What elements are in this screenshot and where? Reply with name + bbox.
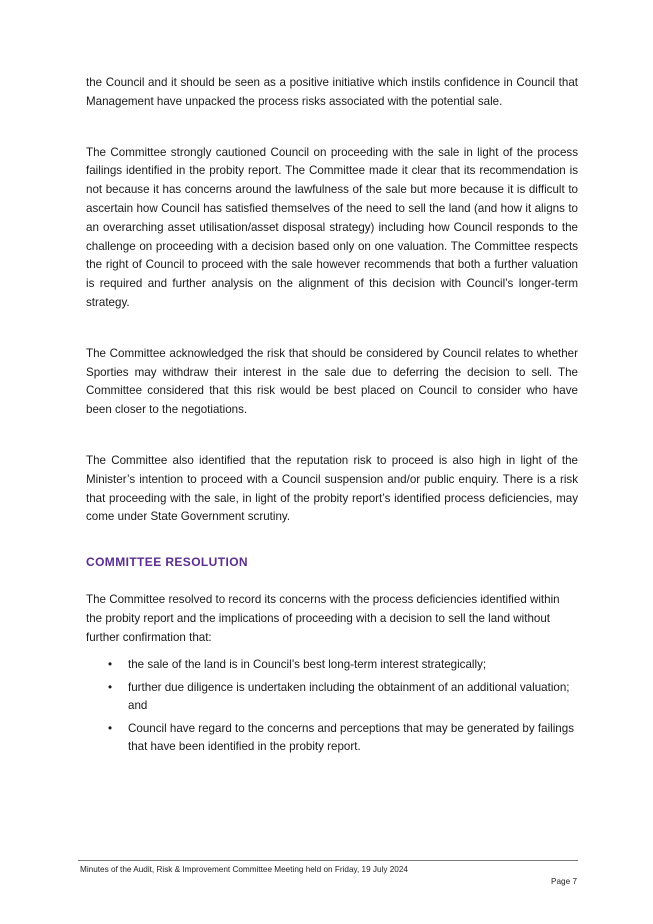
resolution-list bbox=[86, 656, 578, 756]
page-number: Page 7 bbox=[551, 877, 577, 886]
list-item-text: Council have regard to the concerns and perceptions that may be generated by failings that have been identified in the probity report. bbox=[128, 722, 574, 753]
section-heading: COMMITTEE RESOLUTION bbox=[86, 555, 248, 570]
paragraph-4: The Committee also identified that the reputation risk to proceed is also high in light of the Minister’s intention to proceed with a Council suspension and/or public enquiry. There is a risk that proceeding with the sale, in light of the probity report’s identified process deficiencies, may come under State Government scrutiny. bbox=[86, 453, 578, 524]
paragraph-2: The Committee strongly cautioned Council on proceeding with the sale in light of the process failings identified in the probity report. The Committee made it clear that its recommendation is not because it has concerns around the lawfulness of the sale but more because it is difficult to ascertain how Council has satisfied themselves of the need to sell the land (and how it aligns to an overarching asset utilisation/asset disposal strategy) including how Council responds to the challenge on proceeding with a decision based only on one valuation. The Committee respects the right of Council to proceed with the sale however recommends that both a further valuation is required and further analysis on the alignment of this decision with Council’s longer-term strategy. bbox=[86, 145, 578, 309]
list-item bbox=[86, 656, 578, 674]
footer-divider bbox=[78, 860, 578, 861]
bullet-icon: • bbox=[108, 722, 113, 736]
paragraph-1: the Council and it should be seen as a positive initiative which instils confidence in Council that Management have unpacked the process risks associated with the potential sale. bbox=[86, 76, 578, 108]
resolution-intro: The Committee resolved to record its concerns with the process deficiencies identified within the probity report and the implications of proceeding with a decision to sell the land without further confirmation that: bbox=[86, 593, 560, 644]
list-item-text: further due diligence is undertaken including the obtainment of an additional valuation; and bbox=[128, 681, 570, 712]
footer-text: Minutes of the Audit, Risk & Improvement Committee Meeting held on Friday, 19 July 2024 bbox=[80, 865, 408, 874]
paragraph-3: The Committee acknowledged the risk that should be considered by Council relates to whether Sporties may withdraw their interest in the sale due to deferring the decision to sell. The Committee considered that this risk would be best placed on Council to consider who have been closer to the negotiations. bbox=[86, 346, 578, 417]
bullet-icon: • bbox=[108, 681, 113, 695]
document-body bbox=[86, 74, 578, 761]
list-item bbox=[86, 720, 578, 755]
bullet-icon: • bbox=[108, 657, 113, 671]
list-item bbox=[86, 679, 578, 714]
list-item-text: the sale of the land is in Council’s best long-term interest strategically; bbox=[128, 657, 487, 671]
